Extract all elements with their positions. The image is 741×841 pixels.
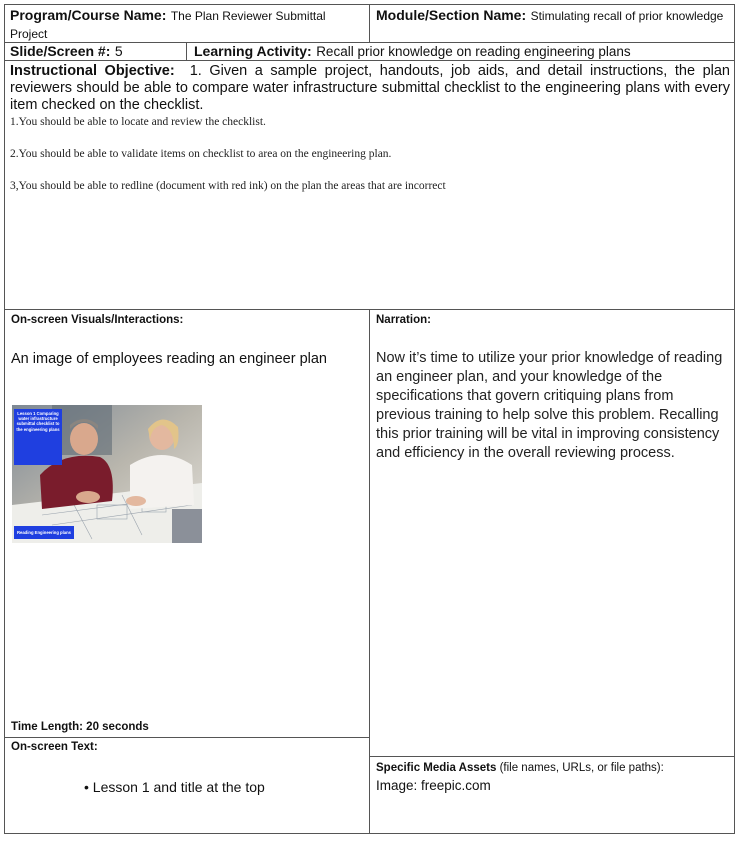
media-label-row (376, 761, 730, 775)
module-label: Module/Section Name: (376, 7, 527, 23)
visuals-label: On-screen Visuals/Interactions: (11, 314, 184, 326)
divider-slide (186, 42, 187, 60)
activity-cell (194, 43, 732, 61)
divider-time (4, 737, 370, 738)
objective-item-2: 2.You should be able to validate items on checklist to area on the engineering plan. (10, 148, 392, 160)
program-cell (10, 7, 365, 43)
activity-label: Learning Activity: (194, 43, 312, 59)
objective-item-3: 3,You should be able to redline (document with red ink) on the plan the areas that are incorrect (10, 180, 446, 192)
module-cell (376, 7, 730, 25)
narration-label: Narration: (376, 314, 431, 326)
onscreen-text-label: On-screen Text: (11, 741, 98, 753)
objective-label: Instructional Objective: (10, 63, 175, 79)
time-length: Time Length: 20 seconds (11, 721, 149, 733)
bullet-dot: • (84, 779, 89, 795)
objective-text: 1. Given a sample project, handouts, job aids, and detail instructions, the plan reviewers should be able to compare water infrastructure submittal checklist to the engineering plans with every item checked on the checklist. (10, 63, 730, 113)
objective-item-1: 1.You should be able to locate and review the checklist. (10, 116, 266, 128)
visuals-description: An image of employees reading an engineer plan (11, 351, 327, 367)
onscreen-text-bullet (84, 779, 265, 795)
program-value: The Plan Reviewer Submittal Project (10, 9, 326, 41)
slide-cell (10, 43, 185, 61)
activity-value: Recall prior knowledge on reading engineering plans (316, 44, 631, 59)
divider-media (369, 756, 735, 757)
border-left (4, 4, 5, 834)
storyboard-sheet (4, 4, 735, 834)
employees-reading-plan-image (12, 405, 202, 543)
image-overlay-title: Lesson 1 Comparing water infrastructure submittal checklist to the engineering plans (14, 409, 62, 465)
image-overlay-footer: Reading Engineering plans (14, 526, 74, 539)
objective-cell (10, 63, 730, 193)
slide-label: Slide/Screen #: (10, 43, 111, 59)
media-label-suffix: (file names, URLs, or file paths): (499, 762, 664, 774)
divider-header (369, 4, 370, 42)
media-value: Image: freepic.com (376, 778, 491, 793)
onscreen-text-bullet-text: Lesson 1 and title at the top (92, 779, 265, 795)
program-label: Program/Course Name: (10, 7, 167, 23)
narration-text: Now it’s time to utilize your prior knowledge of reading an engineer plan, and your knowledge of the specifications that govern critiquing plans from previous training to help solve this problem. Recalling this prior training will be vital in improving consistency and efficiency in the overall reviewing process. (376, 350, 723, 461)
border-right (734, 4, 735, 834)
media-label: Specific Media Assets (376, 762, 497, 774)
slide-value: 5 (114, 43, 123, 59)
module-value: Stimulating recall of prior knowledge (530, 9, 724, 23)
